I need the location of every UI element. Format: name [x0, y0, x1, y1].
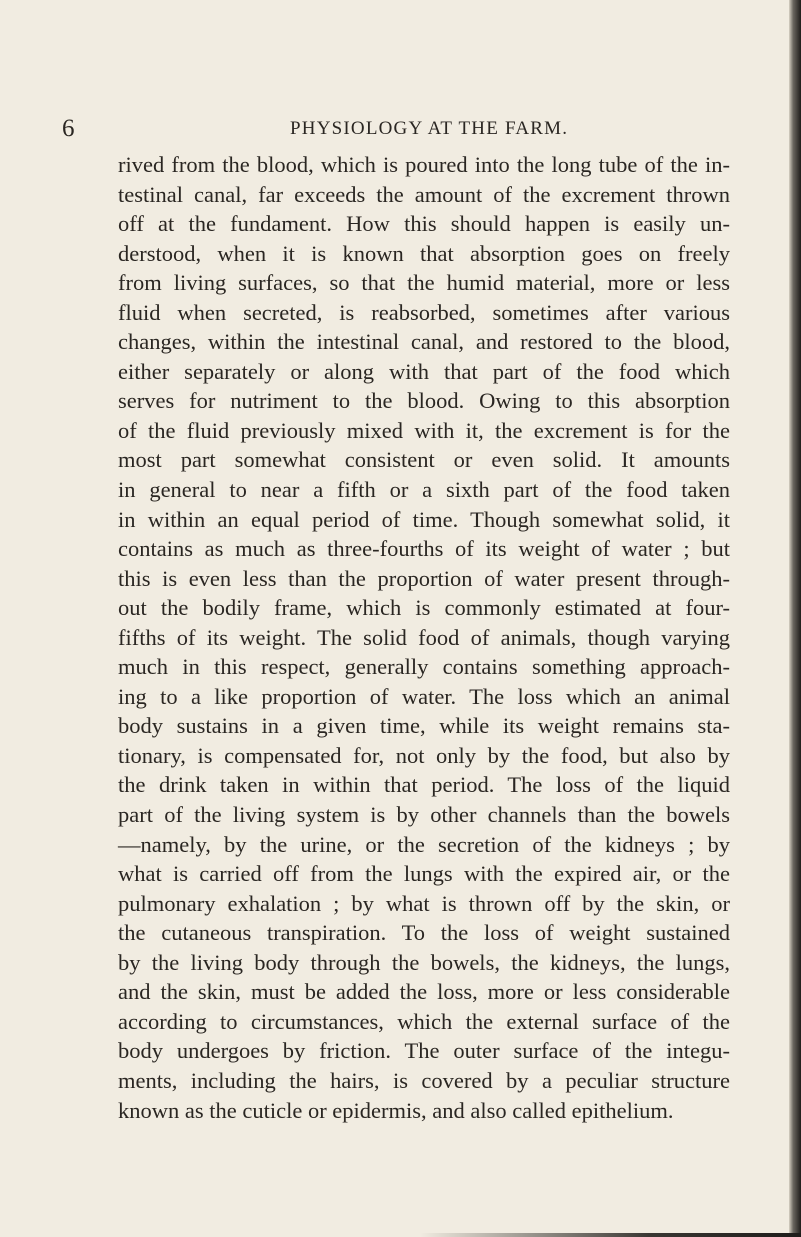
text-line: serves for nutriment to the blood. Owing to this absorption [118, 388, 730, 414]
text-line: —namely, by the urine, or the secretion of the kidneys ; by [118, 831, 730, 857]
text-line: ments, including the hairs, is covered by a peculiar structure [118, 1067, 730, 1093]
text-line: testinal canal, far exceeds the amount of the excrement thrown [118, 181, 730, 207]
running-head: PHYSIOLOGY AT THE FARM. [290, 118, 569, 139]
body-text [118, 150, 730, 1125]
text-line: either separately or along with that part of the food which [118, 358, 730, 384]
text-line: contains as much as three-fourths of its weight of water ; but [118, 536, 730, 562]
text-line: ing to a like proportion of water. The loss which an animal [118, 683, 730, 709]
text-line: the drink taken in within that period. The loss of the liquid [118, 772, 730, 798]
text-line: according to circumstances, which the external surface of the [118, 1008, 730, 1034]
text-line: of the fluid previously mixed with it, the excrement is for the [118, 417, 730, 443]
page-header [0, 114, 801, 144]
text-line: what is carried off from the lungs with the expired air, or the [118, 861, 730, 887]
text-line: by the living body through the bowels, the kidneys, the lungs, [118, 949, 730, 975]
text-line: fluid when secreted, is reabsorbed, sometimes after various [118, 299, 730, 325]
text-line: body undergoes by friction. The outer surface of the integu- [118, 1038, 730, 1064]
text-line: pulmonary exhalation ; by what is thrown off by the skin, or [118, 890, 730, 916]
text-line: off at the fundament. How this should happen is easily un- [118, 211, 730, 237]
text-line: much in this respect, generally contains something approach- [118, 654, 730, 680]
text-line: this is even less than the proportion of water present through- [118, 565, 730, 591]
text-line: known as the cuticle or epidermis, and also called epithelium. [118, 1097, 674, 1123]
text-line: changes, within the intestinal canal, and restored to the blood, [118, 329, 730, 355]
page-edge-shadow [789, 0, 801, 1237]
text-line: fifths of its weight. The solid food of animals, though varying [118, 624, 730, 650]
text-line: tionary, is compensated for, not only by the food, but also by [118, 742, 730, 768]
text-line: out the bodily frame, which is commonly estimated at four- [118, 595, 730, 621]
text-line: part of the living system is by other channels than the bowels [118, 802, 730, 828]
page-number: 6 [62, 115, 75, 142]
page-bottom-shadow [420, 1233, 801, 1237]
text-line: in general to near a fifth or a sixth part of the food taken [118, 477, 730, 503]
text-line: and the skin, must be added the loss, more or less considerable [118, 979, 730, 1005]
text-line: from living surfaces, so that the humid material, more or less [118, 270, 730, 296]
text-line: in within an equal period of time. Though somewhat solid, it [118, 506, 730, 532]
text-line: most part somewhat consistent or even solid. It amounts [118, 447, 730, 473]
text-line: the cutaneous transpiration. To the loss of weight sustained [118, 920, 730, 946]
text-line: derstood, when it is known that absorption goes on freely [118, 240, 730, 266]
text-line: rived from the blood, which is poured into the long tube of the in- [118, 152, 730, 177]
text-line: body sustains in a given time, while its weight remains sta- [118, 713, 730, 739]
